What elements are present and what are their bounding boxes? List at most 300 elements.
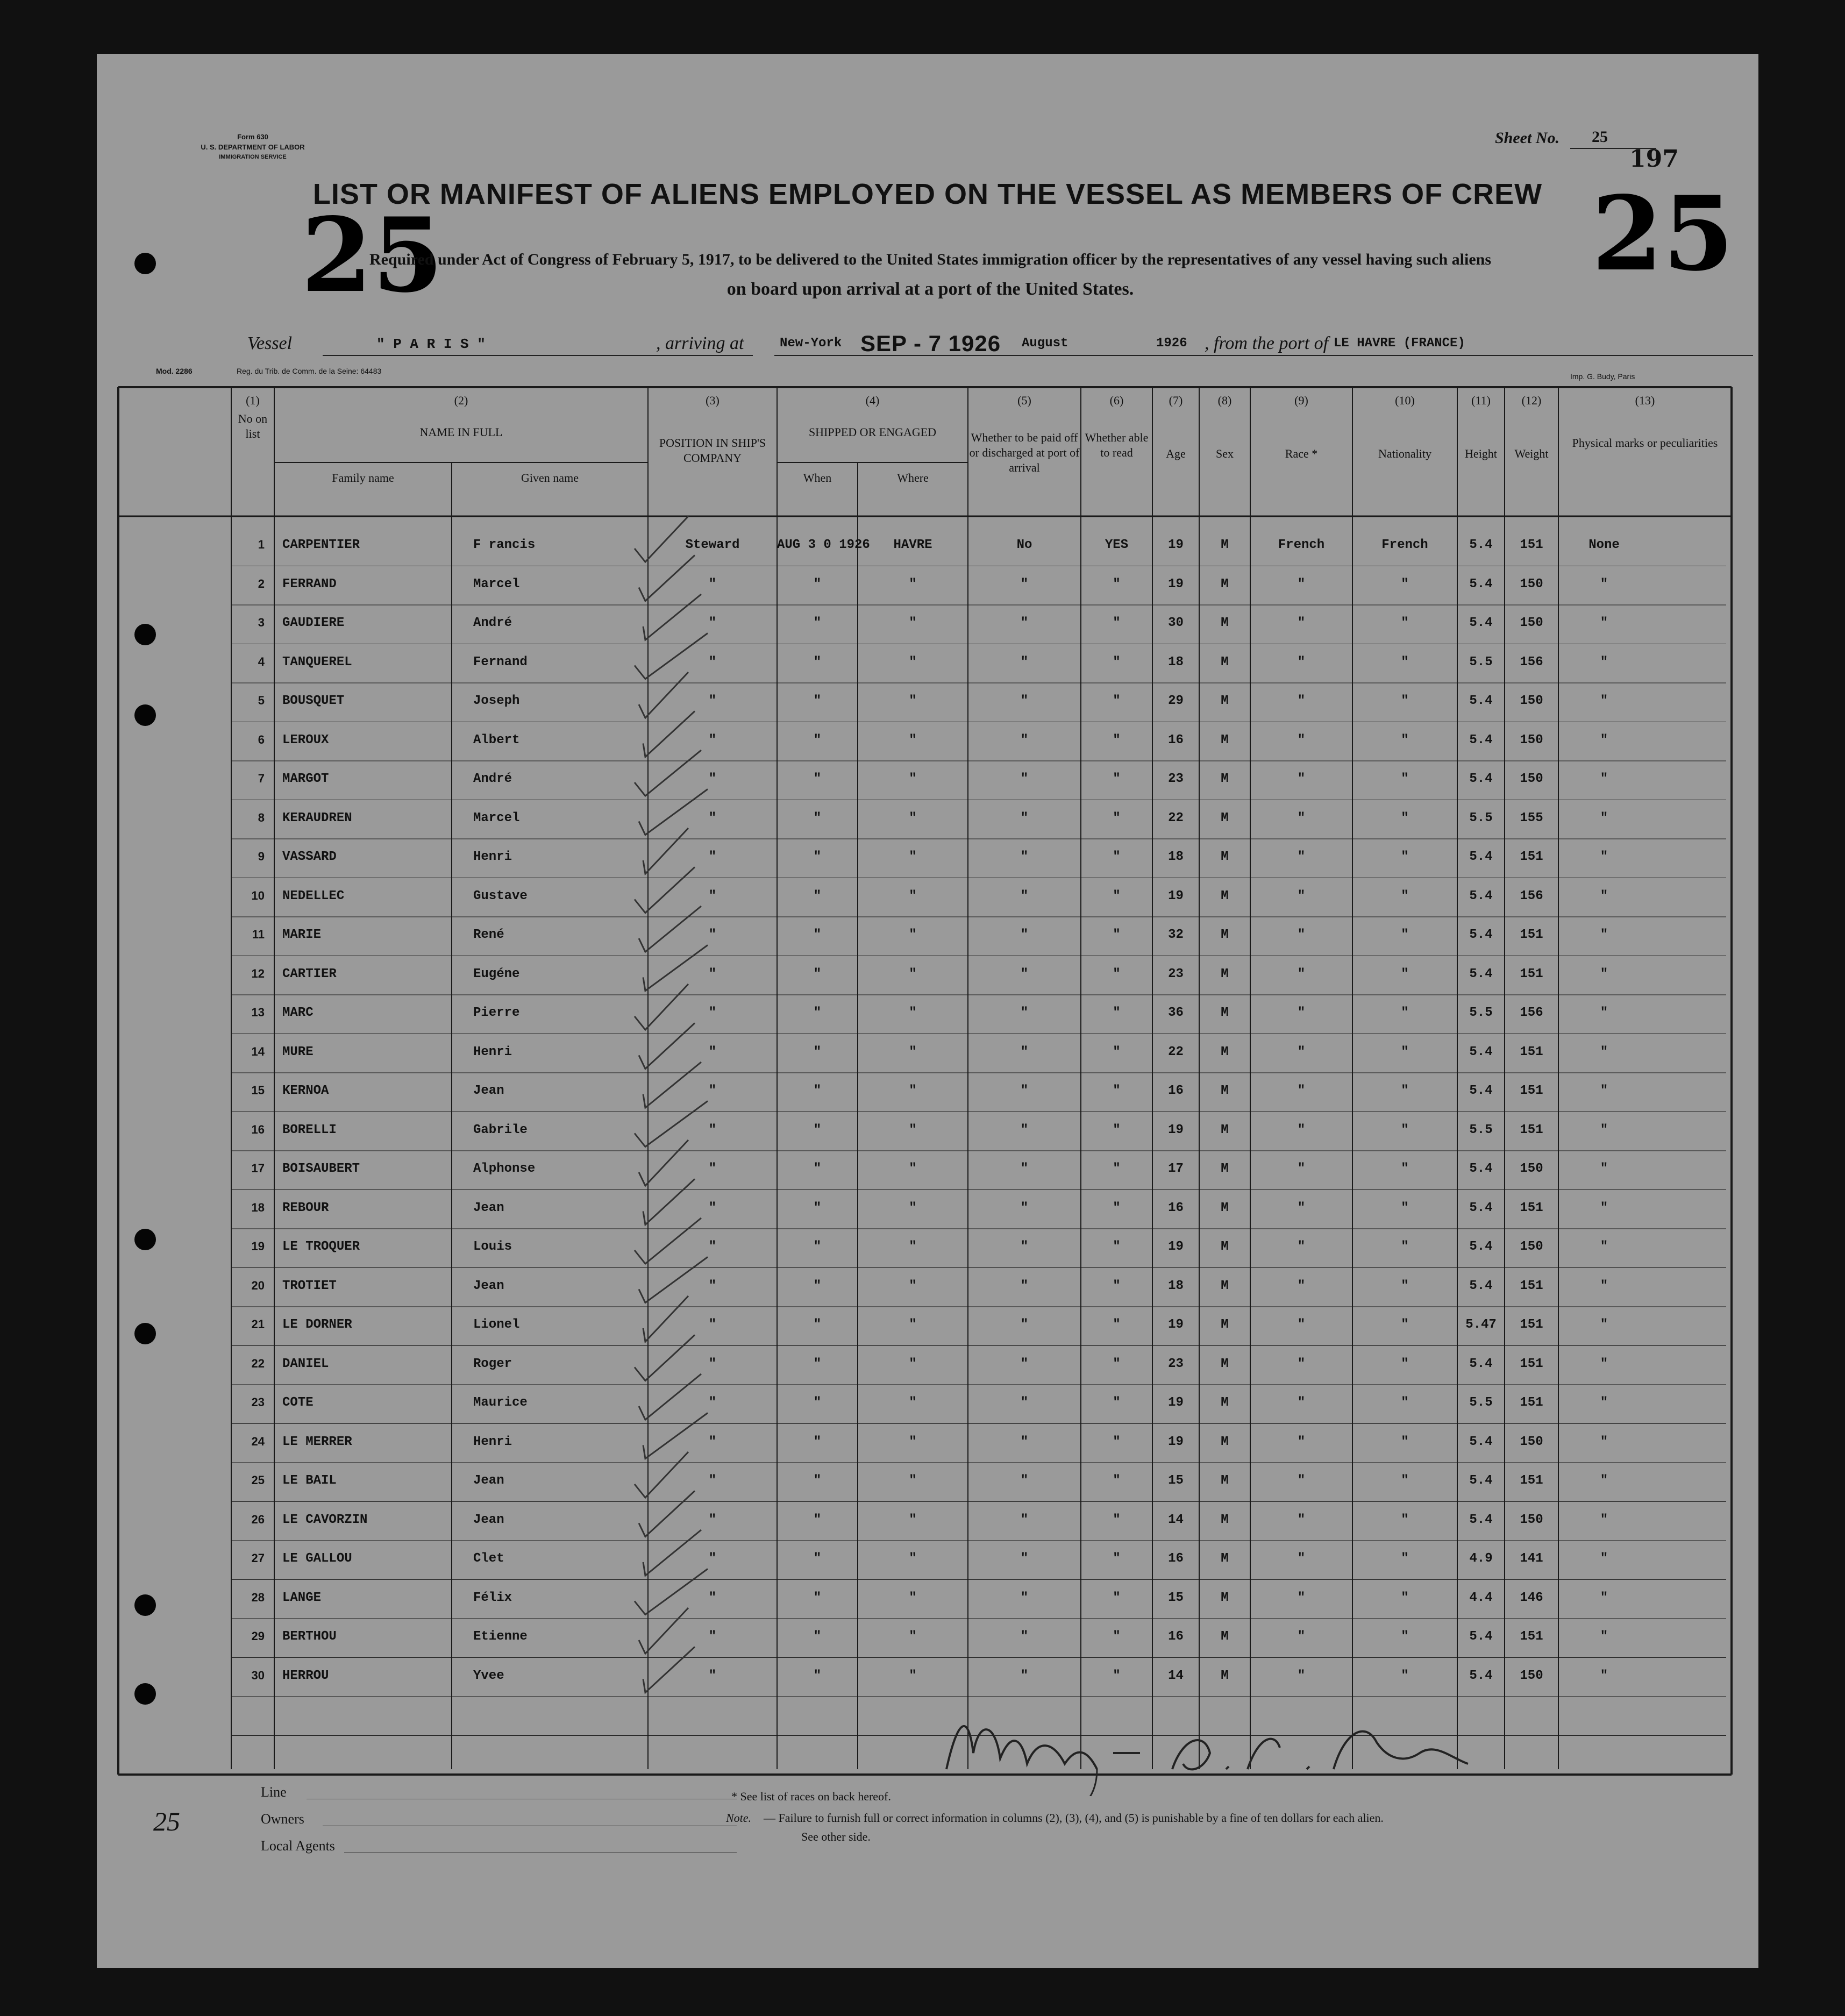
weight: 151 [1520, 1317, 1543, 1332]
sex: M [1221, 1044, 1229, 1059]
row-number: 19 [251, 1239, 265, 1253]
signature [936, 1689, 1608, 1796]
height: 5.4 [1469, 1239, 1493, 1254]
owners-label: Owners [261, 1811, 304, 1827]
row-number: 10 [251, 888, 265, 902]
paid-off: " [1020, 1473, 1029, 1488]
punch-hole [134, 1594, 156, 1616]
paid-off: " [1020, 694, 1029, 708]
position: " [708, 888, 717, 903]
shipped-where: " [909, 1006, 917, 1020]
family-name: LE BAIL [282, 1473, 337, 1488]
position: " [708, 1473, 717, 1488]
able-to-read: " [1113, 1239, 1121, 1254]
paid-off: " [1020, 1278, 1029, 1293]
family-name: HERROU [282, 1668, 329, 1683]
arrival-month: August [1022, 336, 1068, 351]
age: 19 [1168, 1434, 1184, 1449]
position: " [708, 1434, 717, 1449]
weight: 150 [1520, 1162, 1543, 1176]
paid-off: No [1016, 538, 1032, 552]
row-number: 15 [251, 1084, 265, 1097]
family-name: NEDELLEC [282, 888, 345, 903]
height: 5.4 [1469, 1278, 1493, 1293]
able-to-read: YES [1105, 538, 1129, 552]
position: Steward [685, 538, 740, 552]
paid-off: " [1020, 888, 1029, 903]
weight: 151 [1520, 1200, 1543, 1215]
weight: 151 [1520, 1122, 1543, 1137]
given-name: René [473, 928, 504, 942]
sheet-number: 25 [1592, 128, 1608, 146]
row-number: 11 [252, 928, 265, 941]
nationality: " [1401, 1122, 1409, 1137]
form-number: Form 630 [237, 133, 268, 141]
required-text: Required under Act of Congress of February 5, 1917, to be delivered to the United States immigration officer by the representatives of any vessel having such aliens on board upon arrival at a port of the United States. [369, 251, 1491, 299]
given-name: Jean [473, 1200, 504, 1215]
nationality: " [1401, 1084, 1409, 1098]
family-name: MURE [282, 1044, 314, 1059]
shipped-when: " [813, 1629, 822, 1644]
height: 5.5 [1469, 1395, 1493, 1410]
from-port: LE HAVRE (FRANCE) [1334, 336, 1465, 351]
sex: M [1221, 1162, 1229, 1176]
height: 5.4 [1469, 850, 1493, 864]
weight: 151 [1520, 1395, 1543, 1410]
manifest-title: LIST OR MANIFEST OF ALIENS EMPLOYED ON THE VESSEL AS MEMBERS OF CREW [312, 178, 1543, 210]
weight: 151 [1520, 1084, 1543, 1098]
shipped-when: " [813, 1200, 822, 1215]
position: " [708, 772, 717, 786]
shipped-where: " [909, 1317, 917, 1332]
paid-off: " [1020, 810, 1029, 825]
height: 5.4 [1469, 616, 1493, 630]
arriving-port: New-York [780, 336, 842, 351]
race: " [1297, 1590, 1306, 1605]
family-name: MARC [282, 1006, 314, 1020]
height: 5.4 [1469, 1084, 1493, 1098]
paid-off: " [1020, 576, 1029, 592]
race: " [1297, 732, 1306, 747]
position: " [708, 1122, 717, 1137]
position: " [708, 1044, 717, 1059]
age: 23 [1168, 1356, 1184, 1371]
col4-number: (4) [865, 394, 880, 407]
shipped-where: " [909, 1162, 917, 1176]
given-name: Albert [473, 732, 520, 747]
weight: 151 [1520, 538, 1543, 552]
stamp-number: 197 [1629, 145, 1679, 173]
able-to-read: " [1113, 1473, 1121, 1488]
height: 5.4 [1469, 966, 1493, 981]
col3-number: (3) [706, 394, 720, 407]
family-name: GAUDIERE [282, 616, 345, 630]
weight: 150 [1520, 772, 1543, 786]
physical-marks: " [1600, 1278, 1608, 1293]
height: 5.5 [1469, 1122, 1493, 1137]
paid-off: " [1020, 1317, 1029, 1332]
nationality: " [1401, 1317, 1409, 1332]
race: " [1297, 1629, 1306, 1644]
race: " [1297, 1162, 1306, 1176]
able-to-read: " [1113, 772, 1121, 786]
note-label: Note. [726, 1811, 752, 1825]
shipped-when: " [813, 1122, 822, 1137]
sex: M [1221, 888, 1229, 903]
race: " [1297, 1395, 1306, 1410]
col4-where-header: Where [897, 471, 929, 485]
row-number: 17 [251, 1162, 265, 1175]
physical-marks: " [1600, 1317, 1608, 1332]
shipped-when: " [813, 732, 822, 747]
family-name: KERAUDREN [282, 810, 352, 825]
height: 5.4 [1469, 1512, 1493, 1527]
paid-off: " [1020, 1590, 1029, 1605]
shipped-where: " [909, 1551, 917, 1566]
family-name: MARGOT [282, 772, 329, 786]
race: " [1297, 1473, 1306, 1488]
row-number: 12 [251, 966, 265, 980]
sex: M [1221, 810, 1229, 825]
vessel-label: Vessel [247, 333, 293, 353]
sex: M [1221, 928, 1229, 942]
age: 16 [1168, 732, 1184, 747]
position: " [708, 1006, 717, 1020]
given-name: Henri [473, 1434, 512, 1449]
family-name: VASSARD [282, 850, 337, 864]
given-name: Jean [473, 1084, 504, 1098]
paid-off: " [1020, 928, 1029, 942]
shipped-where: " [909, 928, 917, 942]
sheet-label: Sheet No. [1495, 129, 1559, 147]
nationality: " [1401, 850, 1409, 864]
position: " [708, 1512, 717, 1527]
able-to-read: " [1113, 850, 1121, 864]
col5-number: (5) [1017, 394, 1031, 407]
able-to-read: " [1113, 1317, 1121, 1332]
weight: 150 [1520, 1239, 1543, 1254]
age: 36 [1168, 1006, 1184, 1020]
position: " [708, 1162, 717, 1176]
nationality: " [1401, 1473, 1409, 1488]
family-name: BOISAUBERT [282, 1162, 360, 1176]
col11-number: (11) [1471, 394, 1491, 407]
col9-number: (9) [1294, 394, 1308, 407]
weight: 151 [1520, 966, 1543, 981]
row-number: 9 [258, 850, 265, 863]
weight: 150 [1520, 1668, 1543, 1683]
nationality: " [1401, 1434, 1409, 1449]
able-to-read: " [1113, 1512, 1121, 1527]
row-number: 28 [251, 1590, 265, 1604]
col2-number: (2) [454, 394, 468, 407]
given-name: Alphonse [473, 1162, 536, 1176]
shipped-where: " [909, 772, 917, 786]
race: " [1297, 1512, 1306, 1527]
family-name: KERNOA [282, 1084, 329, 1098]
able-to-read: " [1113, 1084, 1121, 1098]
paid-off: " [1020, 966, 1029, 981]
able-to-read: " [1113, 1006, 1121, 1020]
race: " [1297, 616, 1306, 630]
sex: M [1221, 1551, 1229, 1566]
shipped-when: " [813, 576, 822, 592]
paid-off: " [1020, 654, 1029, 669]
row-number: 27 [251, 1551, 265, 1565]
nationality: " [1401, 694, 1409, 708]
sex: M [1221, 1084, 1229, 1098]
row-number: 25 [251, 1473, 265, 1487]
age: 23 [1168, 772, 1184, 786]
nationality: " [1401, 1162, 1409, 1176]
able-to-read: " [1113, 1356, 1121, 1371]
col5-header: Whether to be paid off or discharged at port of arrival [969, 431, 1080, 474]
weight: 151 [1520, 1473, 1543, 1488]
physical-marks: " [1600, 1590, 1608, 1605]
col2-header: NAME IN FULL [419, 425, 503, 439]
shipped-when: " [813, 1278, 822, 1293]
age: 19 [1168, 1395, 1184, 1410]
position: " [708, 1200, 717, 1215]
able-to-read: " [1113, 928, 1121, 942]
punch-hole [134, 1683, 156, 1705]
family-name: LE DORNER [282, 1317, 352, 1332]
weight: 156 [1520, 1006, 1543, 1020]
col1-header: No on list [238, 412, 268, 440]
nationality: " [1401, 1278, 1409, 1293]
given-name: Louis [473, 1239, 512, 1254]
physical-marks: " [1600, 616, 1608, 630]
physical-marks: " [1600, 1629, 1608, 1644]
able-to-read: " [1113, 1200, 1121, 1215]
height: 5.5 [1469, 1006, 1493, 1020]
weight: 150 [1520, 576, 1543, 592]
given-name: Roger [473, 1356, 512, 1371]
given-name: Joseph [473, 694, 520, 708]
sex: M [1221, 694, 1229, 708]
position: " [708, 966, 717, 981]
given-name: Lionel [473, 1317, 520, 1332]
height: 5.4 [1469, 1200, 1493, 1215]
from-label: , from the port of [1205, 333, 1329, 353]
race: " [1297, 1356, 1306, 1371]
physical-marks: " [1600, 1239, 1608, 1254]
weight: 150 [1520, 616, 1543, 630]
weight: 151 [1520, 1278, 1543, 1293]
weight: 155 [1520, 810, 1543, 825]
row-number: 1 [258, 538, 265, 551]
age: 15 [1168, 1473, 1184, 1488]
paid-off: " [1020, 732, 1029, 747]
race: " [1297, 1200, 1306, 1215]
physical-marks: " [1600, 1006, 1608, 1020]
family-name: DANIEL [282, 1356, 329, 1371]
age: 19 [1168, 1317, 1184, 1332]
nationality: " [1401, 772, 1409, 786]
row-number: 22 [251, 1356, 265, 1370]
given-name: Maurice [473, 1395, 528, 1410]
given-name: Fernand [473, 654, 528, 669]
shipped-when: " [813, 1162, 822, 1176]
given-name: Henri [473, 1044, 512, 1059]
race: " [1297, 1551, 1306, 1566]
height: 5.4 [1469, 732, 1493, 747]
race: French [1278, 538, 1325, 552]
paid-off: " [1020, 1044, 1029, 1059]
row-number: 5 [258, 694, 265, 707]
paid-off: " [1020, 1239, 1029, 1254]
given-name: Félix [473, 1590, 512, 1605]
paid-off: " [1020, 1434, 1029, 1449]
col10-header: Nationality [1378, 447, 1431, 460]
shipped-when: " [813, 1084, 822, 1098]
paid-off: " [1020, 772, 1029, 786]
family-name: LE CAVORZIN [282, 1512, 368, 1527]
shipped-where: " [909, 1590, 917, 1605]
shipped-when: " [813, 1590, 822, 1605]
physical-marks: " [1600, 1162, 1608, 1176]
shipped-where: " [909, 1512, 917, 1527]
age: 19 [1168, 888, 1184, 903]
age: 23 [1168, 966, 1184, 981]
given-name: Yvee [473, 1668, 504, 1683]
given-name: F rancis [473, 538, 536, 552]
given-name: Jean [473, 1278, 504, 1293]
given-name: Eugéne [473, 966, 520, 981]
position: " [708, 1395, 717, 1410]
race: " [1297, 576, 1306, 592]
row-number: 16 [251, 1122, 265, 1136]
row-number: 20 [251, 1278, 265, 1292]
nationality: " [1401, 1395, 1409, 1410]
race: " [1297, 928, 1306, 942]
race: " [1297, 694, 1306, 708]
family-name: CARTIER [282, 966, 337, 981]
sex: M [1221, 1668, 1229, 1683]
shipped-when: " [813, 1044, 822, 1059]
shipped-where: " [909, 732, 917, 747]
col2-family-header: Family name [332, 471, 394, 485]
able-to-read: " [1113, 1590, 1121, 1605]
sex: M [1221, 732, 1229, 747]
nationality: " [1401, 1668, 1409, 1683]
sex: M [1221, 772, 1229, 786]
sex: M [1221, 1200, 1229, 1215]
race: " [1297, 1006, 1306, 1020]
height: 5.4 [1469, 1356, 1493, 1371]
age: 15 [1168, 1590, 1184, 1605]
local-agents-label: Local Agents [261, 1838, 335, 1854]
able-to-read: " [1113, 1278, 1121, 1293]
shipped-when: " [813, 654, 822, 669]
height: 5.4 [1469, 1473, 1493, 1488]
height: 5.5 [1469, 810, 1493, 825]
vessel-name: " P A R I S " [376, 336, 486, 352]
position: " [708, 694, 717, 708]
position: " [708, 1356, 717, 1371]
height: 5.4 [1469, 928, 1493, 942]
able-to-read: " [1113, 732, 1121, 747]
weight: 150 [1520, 732, 1543, 747]
row-number: 24 [251, 1434, 265, 1448]
race: " [1297, 772, 1306, 786]
shipped-when: " [813, 966, 822, 981]
height: 4.4 [1469, 1590, 1493, 1605]
paid-off: " [1020, 1356, 1029, 1371]
nationality: " [1401, 1044, 1409, 1059]
weight: 150 [1520, 694, 1543, 708]
sex: M [1221, 576, 1229, 592]
given-name: Marcel [473, 810, 520, 825]
row-number: 6 [258, 732, 265, 746]
age: 30 [1168, 616, 1184, 630]
height: 5.4 [1469, 576, 1493, 592]
shipped-where: " [909, 616, 917, 630]
shipped-where: HAVRE [893, 538, 932, 552]
sex: M [1221, 1512, 1229, 1527]
col6-number: (6) [1109, 394, 1124, 407]
row-number: 7 [258, 772, 265, 785]
nationality: " [1401, 1590, 1409, 1605]
nationality: " [1401, 616, 1409, 630]
position: " [708, 1590, 717, 1605]
nationality: " [1401, 1239, 1409, 1254]
shipped-when: " [813, 1317, 822, 1332]
age: 32 [1168, 928, 1184, 942]
col8-number: (8) [1217, 394, 1232, 407]
nationality: " [1401, 810, 1409, 825]
nationality: French [1381, 538, 1428, 552]
given-name: Henri [473, 850, 512, 864]
age: 18 [1168, 654, 1184, 669]
col4-when-header: When [803, 471, 832, 485]
row-number: 3 [258, 616, 265, 629]
physical-marks: " [1600, 1044, 1608, 1059]
position: " [708, 1278, 717, 1293]
physical-marks: " [1600, 1434, 1608, 1449]
service: IMMIGRATION SERVICE [219, 154, 287, 160]
shipped-where: " [909, 1356, 917, 1371]
height: 5.4 [1469, 888, 1493, 903]
nationality: " [1401, 888, 1409, 903]
race: " [1297, 1122, 1306, 1137]
family-name: LE MERRER [282, 1434, 352, 1449]
col13-header: Physical marks or peculiarities [1572, 436, 1718, 450]
sex: M [1221, 1473, 1229, 1488]
physical-marks: " [1600, 928, 1608, 942]
row-number: 18 [251, 1200, 265, 1214]
physical-marks: " [1600, 1473, 1608, 1488]
physical-marks: " [1600, 772, 1608, 786]
position: " [708, 1317, 717, 1332]
able-to-read: " [1113, 810, 1121, 825]
physical-marks: " [1600, 888, 1608, 903]
nationality: " [1401, 1512, 1409, 1527]
position: " [708, 732, 717, 747]
paid-off: " [1020, 1551, 1029, 1566]
race: " [1297, 810, 1306, 825]
physical-marks: " [1600, 1356, 1608, 1371]
manifest-page [97, 54, 1758, 1968]
able-to-read: " [1113, 1162, 1121, 1176]
physical-marks: None [1588, 538, 1620, 552]
given-name: André [473, 772, 512, 786]
physical-marks: " [1600, 1122, 1608, 1137]
age: 16 [1168, 1551, 1184, 1566]
physical-marks: " [1600, 654, 1608, 669]
shipped-where: " [909, 1278, 917, 1293]
sex: M [1221, 1590, 1229, 1605]
